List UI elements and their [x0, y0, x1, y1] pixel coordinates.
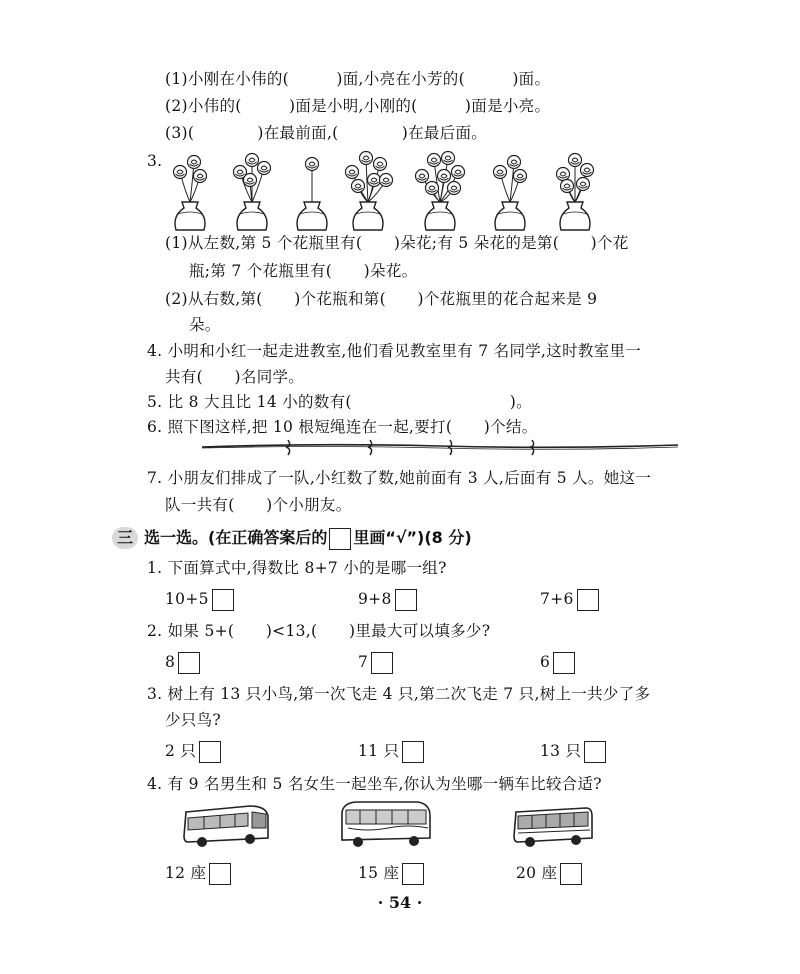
q3-line-1: (1)从左数,第 5 个花瓶里有( )朵花;有 5 朵花的是第( )个花	[165, 234, 629, 252]
q2-line-3: (3)( )在最前面,( )在最后面。	[165, 124, 488, 142]
mc2-option-a: 8	[165, 651, 200, 674]
answer-box[interactable]	[395, 589, 417, 611]
mc1-option-b: 9+8	[358, 588, 417, 611]
q5-line: 5. 比 8 大且比 14 小的数有( )。	[147, 393, 532, 411]
answer-box[interactable]	[209, 863, 231, 885]
answer-box[interactable]	[560, 863, 582, 885]
vase-with-5-flowers-icon	[545, 150, 605, 232]
q4-line-1: 4. 小明和小红一起走进教室,他们看见教室里有 7 名同学,这时教室里一	[147, 342, 642, 360]
mc4-option-a: 12 座	[165, 862, 231, 885]
mc2-question: 2. 如果 5+( )<13,( )里最大可以填多少?	[147, 622, 491, 640]
answer-box[interactable]	[402, 863, 424, 885]
bus-20-seat-icon	[512, 804, 594, 850]
mc3-question-2: 少只鸟?	[165, 711, 222, 729]
mc2-option-b: 7	[358, 651, 393, 674]
section-3-header	[112, 525, 472, 550]
vase-with-3-flowers-icon	[480, 150, 540, 232]
section-3-title-a: 选一选。(在正确答案后的	[144, 528, 328, 547]
q2-line-1: (1)小刚在小伟的( )面,小亮在小芳的( )面。	[165, 70, 551, 88]
q7-line-2: 队一共有( )个小朋友。	[165, 496, 352, 514]
mc4-option-c: 20 座	[516, 862, 582, 885]
mc3-option-b: 11 只	[358, 740, 424, 763]
q2-line-2: (2)小伟的( )面是小明,小刚的( )面是小亮。	[165, 97, 551, 115]
q4-line-2: 共有( )名同学。	[165, 368, 305, 386]
q3-number: 3.	[147, 152, 163, 170]
answer-box[interactable]	[212, 589, 234, 611]
mc4-question: 4. 有 9 名男生和 5 名女生一起坐车,你认为坐哪一辆车比较合适?	[147, 775, 602, 793]
sample-box-icon	[329, 528, 351, 550]
rope-knots-illustration	[200, 436, 680, 456]
answer-box[interactable]	[371, 652, 393, 674]
vase-with-4-flowers-icon	[222, 150, 282, 232]
mc1-option-c: 7+6	[540, 588, 599, 611]
section-3-badge: 三	[112, 527, 138, 549]
mc1-question: 1. 下面算式中,得数比 8+7 小的是哪一组?	[147, 559, 447, 577]
q7-line-1: 7. 小朋友们排成了一队,小红数了数,她前面有 3 人,后面有 5 人。她这一	[147, 469, 652, 487]
answer-box[interactable]	[402, 741, 424, 763]
mc3-option-c: 13 只	[540, 740, 606, 763]
mc4-option-b: 15 座	[358, 862, 424, 885]
q3-line-3: (2)从右数,第( )个花瓶和第( )个花瓶里的花合起来是 9	[165, 290, 598, 308]
q3-line-4: 朵。	[189, 316, 221, 334]
q6-line: 6. 照下图这样,把 10 根短绳连在一起,要打( )个结。	[147, 418, 538, 436]
answer-box[interactable]	[178, 652, 200, 674]
bus-15-seat-icon	[338, 798, 434, 852]
vase-with-7-flowers-icon	[410, 150, 470, 232]
q3-line-2: 瓶;第 7 个花瓶里有( )朵花。	[189, 262, 418, 280]
vase-with-6-flowers-icon	[338, 150, 398, 232]
answer-box[interactable]	[553, 652, 575, 674]
mc2-option-c: 6	[540, 651, 575, 674]
mc1-option-a: 10+5	[165, 588, 234, 611]
section-3-title-b: 里画“√”)(8 分)	[353, 528, 472, 547]
answer-box[interactable]	[584, 741, 606, 763]
page-number: · 54 ·	[377, 893, 423, 912]
vase-with-1-flowers-icon	[282, 150, 342, 232]
answer-box[interactable]	[577, 589, 599, 611]
bus-12-seat-icon	[180, 800, 272, 850]
mc3-question-1: 3. 树上有 13 只小鸟,第一次飞走 4 只,第二次飞走 7 只,树上一共少了多	[147, 685, 651, 703]
vase-with-3-flowers-icon	[160, 150, 220, 232]
answer-box[interactable]	[199, 741, 221, 763]
mc3-option-a: 2 只	[165, 740, 221, 763]
